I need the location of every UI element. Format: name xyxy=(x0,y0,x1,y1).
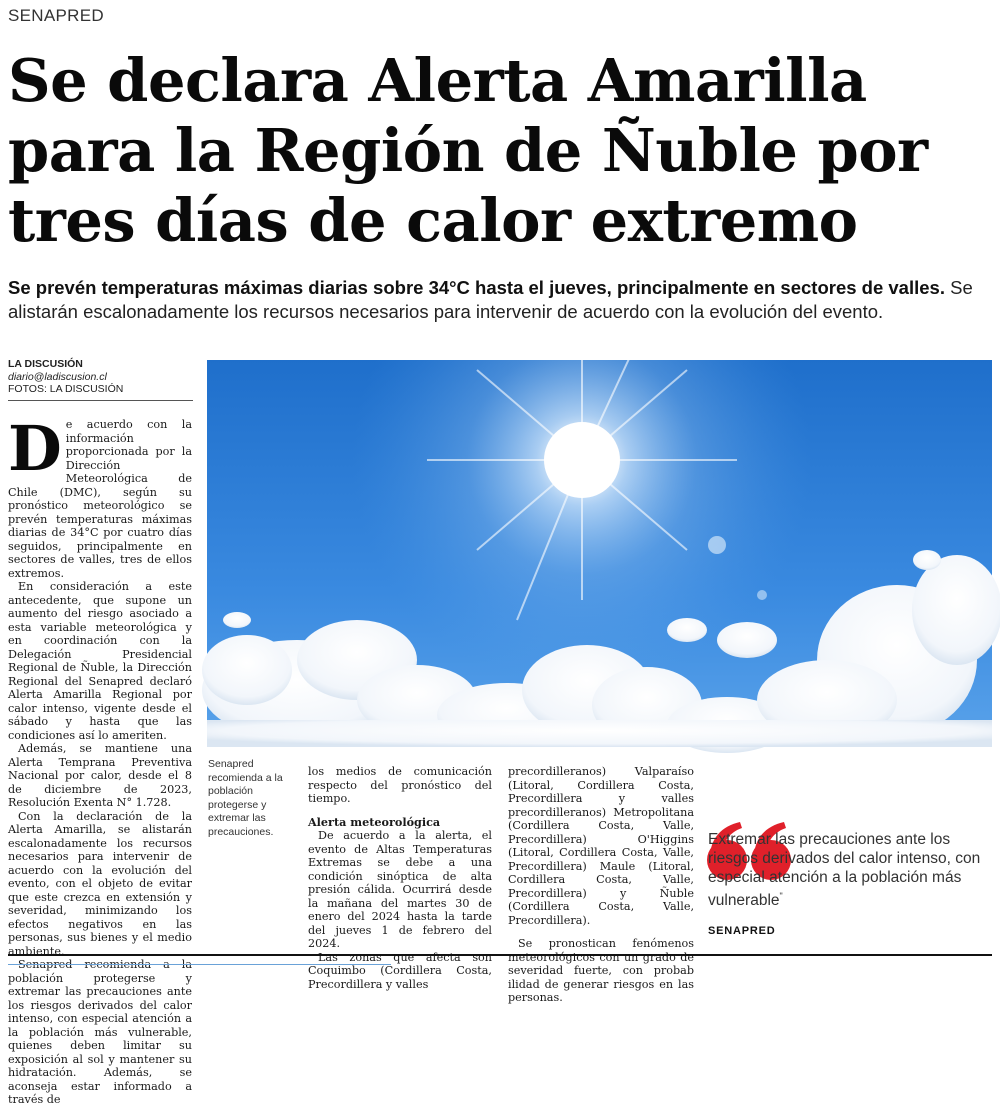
section-label: SENAPRED xyxy=(8,6,104,25)
paragraph-2: En consideración a este antecedente, que supone un aumento del riesgo asociado a esta variable meteorológica y en coordinación con la Delegación Presidencial Regional de Ñuble, la Dirección Regional del Senapred declaró Alerta Amarilla Regional por calor intenso, vigente desde el sábado y hasta que las condiciones así lo ameriten. xyxy=(8,580,192,742)
article-column-2 xyxy=(308,765,492,991)
paragraph-8: Las zonas que afecta son Coquimbo (Cordillera Costa, Precordillera y valles xyxy=(308,950,492,991)
pull-quote xyxy=(708,830,993,910)
paragraph-1: De acuerdo con la información proporcionada por la Dirección Meteorológica de Chile (DMC), según su pronóstico meteorológico se prevén temperaturas máximas diarias de 34°C por cuatro días seguidos, principalmente en sectores de valles, tres de ellos extremos. xyxy=(8,412,192,580)
paragraph-6: los medios de comunicación respecto del pronóstico del tiempo. xyxy=(308,765,492,805)
pull-quote-source: SENAPRED xyxy=(708,925,776,937)
photo-caption: Senapred recomienda a la población protegerse y extremar las precauciones. xyxy=(208,758,283,838)
paragraph-5: Senapred recomienda a la población protegerse y extremar las precauciones ante los riesgos derivados del calor intenso, con especial atención a la población más vulnerable, quienes deben limitar su exposición al sol y mantener su hidratación. Además, se aconseja estar informado a través de xyxy=(8,958,192,1106)
paragraph-4: Con la declaración de la Alerta Amarilla, se alistarán escalonadamente los recursos necesarios para intervenir de acuerdo con la evolución del evento, con el objeto de evitar que este crezca en extensión y severidad, minimizando los efectos negativos en las personas, sus bienes y el medio ambiente. xyxy=(8,809,192,958)
paragraph-9: precordilleranos) Valparaíso (Litoral, Cordillera Costa, Precordillera y valles precordilleranos) Metropolitana (Cordillera Costa, Valle, Precordillera) O'Higgins (Litoral, Cordillera Costa, Valle, Precordillera) Maule (Litoral, Cordillera Costa, Valle, Precordillera) y Ñuble (Cordillera Costa, Valle, Precordillera). xyxy=(508,765,694,927)
paragraph-3: Además, se mantiene una Alerta Temprana Preventiva Nacional por calor, desde el 8 de diciembre de 2023, Resolución Exenta N° 1.728. xyxy=(8,742,192,809)
headline-line-2: para la Región de Ñuble por xyxy=(8,116,928,185)
quote-mark-icon xyxy=(706,755,796,825)
subheading: Alerta meteorológica xyxy=(308,814,441,829)
headline-line-3: tres días de calor extremo xyxy=(8,186,858,255)
bottom-divider xyxy=(8,954,992,956)
pull-quote-text: Extremar las precauciones ante los riesgos derivados del calor intenso, con especial atención a la población más vulnerable xyxy=(708,831,981,910)
article-column-3 xyxy=(508,765,694,1005)
paragraph-7: De acuerdo a la alerta, el evento de Altas Temperaturas Extremas se debe a una condición sinóptica de alta presión cálida. Ocurrirá desde la mañana del martes 30 de enero del 2024 hasta la tarde del jueves 1 de febrero del 2024. xyxy=(308,829,492,950)
sun-sky-photo xyxy=(207,360,992,747)
paragraph-10: Se pronostican fenómenos meteorológicos con un grado de severidad fuerte, con probab ilidad de generar riesgos en las personas. xyxy=(508,937,694,1004)
headline-line-1: Se declara Alerta Amarilla xyxy=(8,46,867,115)
byline xyxy=(8,358,193,396)
byline-name: LA DISCUSIÓN xyxy=(8,358,83,370)
headline xyxy=(8,46,998,256)
byline-email: diario@ladiscusion.cl xyxy=(8,370,107,383)
dropcap: D xyxy=(8,412,62,485)
deck xyxy=(8,276,993,324)
deck-bold: Se prevén temperaturas máximas diarias sobre 34°C hasta el jueves, principalmente en sectores de valles. xyxy=(8,277,945,298)
article-column-1 xyxy=(8,412,192,1107)
bottom-accent-line xyxy=(8,964,391,965)
byline-divider xyxy=(8,400,193,401)
deck-regular: Se alistarán escalonadamente los recursos necesarios para intervenir de acuerdo con la evolución del evento. xyxy=(8,277,973,322)
pull-quote-end: " xyxy=(779,891,783,901)
byline-photos: FOTOS: LA DISCUSIÓN xyxy=(8,383,124,395)
